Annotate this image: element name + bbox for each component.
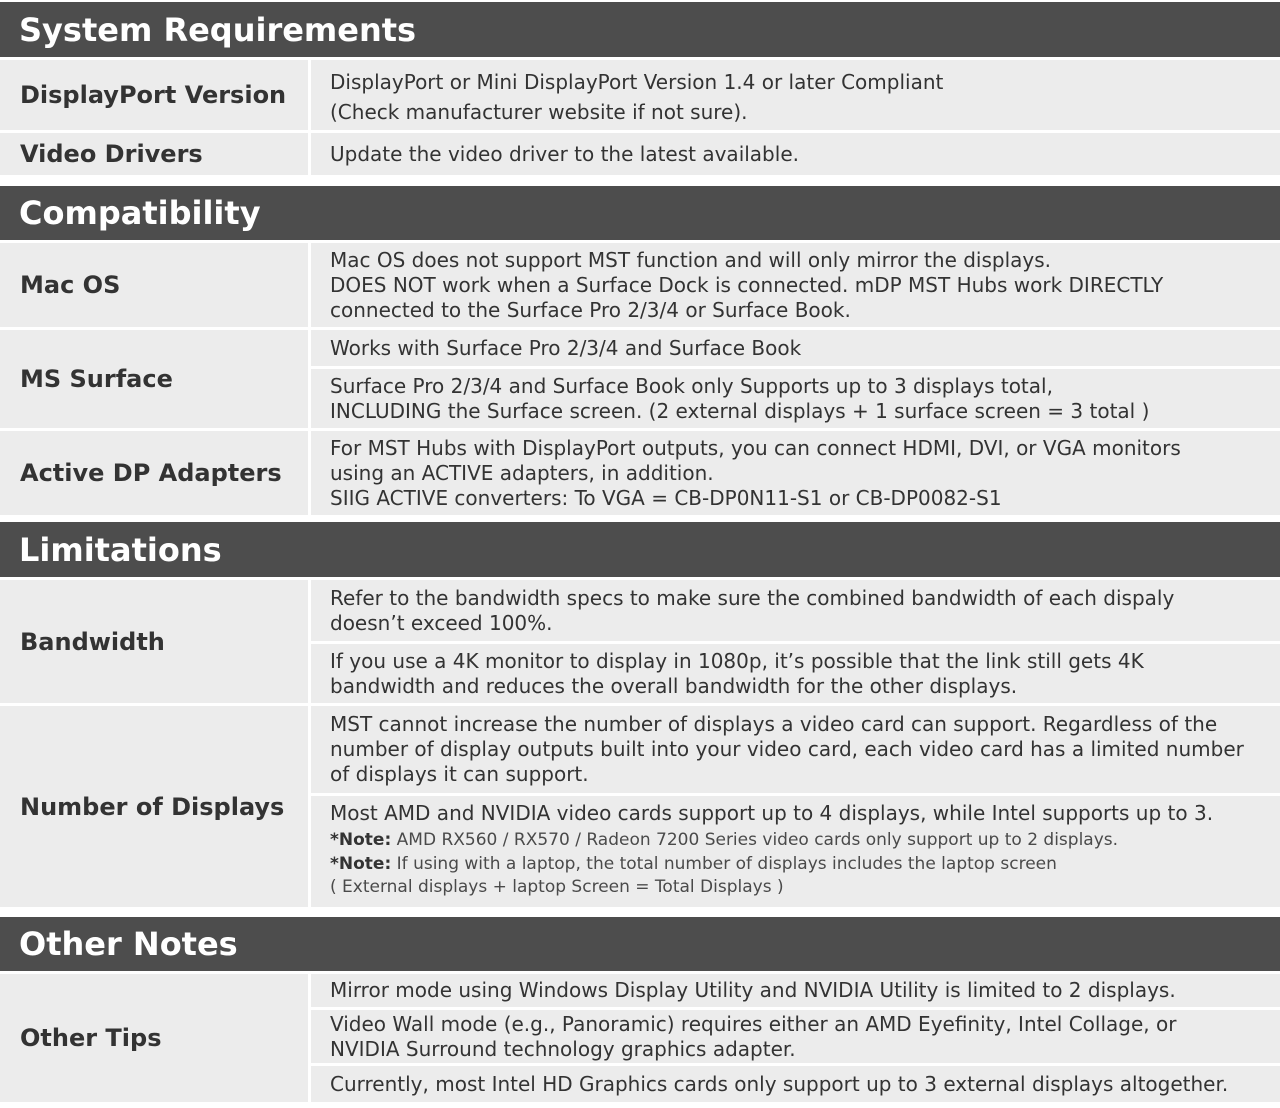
row-label-active-dp-adapters — [0, 431, 308, 515]
row-label-mac-os — [0, 243, 308, 327]
row-value-bandwidth-2 — [311, 644, 1280, 703]
note-text: ( External displays + laptop Screen = Total Displays ) — [330, 877, 784, 897]
text-line: Mirror mode using Windows Display Utility and NVIDIA Utility is limited to 2 displays. — [330, 978, 1176, 1002]
row-label-other-tips — [0, 974, 308, 1102]
row-value-active-dp-adapters — [311, 431, 1280, 515]
row-label-bandwidth — [0, 580, 308, 703]
text-line: connected to the Surface Pro 2/3/4 or Surface Book. — [330, 297, 851, 322]
text-line: MST cannot increase the number of displays a video card can support. Regardless of the — [330, 712, 1218, 736]
label-text: DisplayPort Version — [20, 81, 287, 109]
row-value-other-tips-2 — [311, 1010, 1280, 1063]
section-header-system-requirements — [0, 2, 1280, 57]
text-line: using an ACTIVE adapters, in addition. — [330, 460, 714, 485]
label-text: Bandwidth — [20, 627, 165, 656]
text-line: DOES NOT work when a Surface Dock is connected. mDP MST Hubs work DIRECTLY — [330, 272, 1164, 297]
label-text: Number of Displays — [20, 792, 285, 821]
row-value-mac-os — [311, 243, 1280, 327]
text-line: Mac OS does not support MST function and will only mirror the displays. — [330, 247, 1052, 272]
label-text: Other Tips — [20, 1024, 162, 1052]
note-line — [330, 853, 1274, 877]
row-label-displayport-version — [0, 60, 308, 130]
row-value-video-drivers — [311, 133, 1280, 175]
text-line: Video Wall mode (e.g., Panoramic) requires either an AMD Eyefinity, Intel Collage, or — [330, 1011, 1177, 1036]
row-label-number-of-displays — [0, 706, 308, 907]
section-header-compatibility — [0, 186, 1280, 240]
row-label-video-drivers — [0, 133, 308, 175]
row-value-displayport-version — [311, 60, 1280, 130]
text-line: For MST Hubs with DisplayPort outputs, you can connect HDMI, DVI, or VGA monitors — [330, 435, 1181, 460]
section-title: Other Notes — [19, 925, 238, 963]
text-line: of displays it can support. — [330, 762, 589, 786]
row-value-number-of-displays-2 — [311, 796, 1280, 907]
label-text: Video Drivers — [20, 140, 203, 168]
note-line — [330, 876, 1274, 900]
text-line: Works with Surface Pro 2/3/4 and Surface Book — [330, 335, 802, 360]
section-title: System Requirements — [19, 10, 417, 49]
section-header-limitations — [0, 522, 1280, 577]
row-value-ms-surface-1 — [311, 330, 1280, 366]
row-value-number-of-displays-1 — [311, 706, 1280, 793]
row-value-ms-surface-2 — [311, 369, 1280, 428]
text-line: doesn’t exceed 100%. — [330, 610, 553, 635]
text-line: Surface Pro 2/3/4 and Surface Book only Supports up to 3 displays total, — [330, 373, 1053, 398]
section-title: Limitations — [19, 530, 222, 569]
label-text: Mac OS — [20, 271, 121, 299]
note-text: AMD RX560 / RX570 / Radeon 7200 Series video cards only support up to 2 displays. — [391, 830, 1119, 850]
section-header-other-notes — [0, 917, 1280, 971]
text-line: INCLUDING the Surface screen. (2 external displays + 1 surface screen = 3 total ) — [330, 398, 1150, 423]
label-text: Active DP Adapters — [20, 459, 282, 487]
text-line: NVIDIA Surround technology graphics adapter. — [330, 1036, 796, 1061]
note-text: If using with a laptop, the total number of displays includes the laptop screen — [391, 853, 1057, 874]
text-line: If you use a 4K monitor to display in 1080p, it’s possible that the link still gets 4K — [330, 648, 1144, 673]
text-line: DisplayPort or Mini DisplayPort Version 1.4 or later Compliant — [330, 70, 944, 94]
text-line: number of display outputs built into your video card, each video card has a limited number — [330, 737, 1244, 761]
text-line: Update the video driver to the latest available. — [330, 141, 799, 166]
note-line — [330, 829, 1274, 853]
text-line: SIIG ACTIVE converters: To VGA = CB-DP0N11-S1 or CB-DP0082-S1 — [330, 485, 1002, 510]
row-value-bandwidth-1 — [311, 580, 1280, 641]
text-line: bandwidth and reduces the overall bandwidth for the other displays. — [330, 673, 1018, 698]
text-line: (Check manufacturer website if not sure). — [330, 100, 748, 124]
label-text: MS Surface — [20, 365, 173, 393]
row-value-other-tips-3 — [311, 1066, 1280, 1102]
section-title: Compatibility — [19, 194, 261, 232]
row-value-other-tips-1 — [311, 974, 1280, 1007]
text-line: Most AMD and NVIDIA video cards support up to 4 displays, while Intel supports up to 3. — [330, 801, 1214, 825]
note-label: *Note: — [330, 830, 392, 850]
text-line: Currently, most Intel HD Graphics cards only support up to 3 external displays altogether. — [330, 1071, 1229, 1096]
text-line: Refer to the bandwidth specs to make sure the combined bandwidth of each dispaly — [330, 585, 1175, 610]
row-label-ms-surface — [0, 330, 308, 428]
note-label: *Note: — [330, 853, 392, 874]
